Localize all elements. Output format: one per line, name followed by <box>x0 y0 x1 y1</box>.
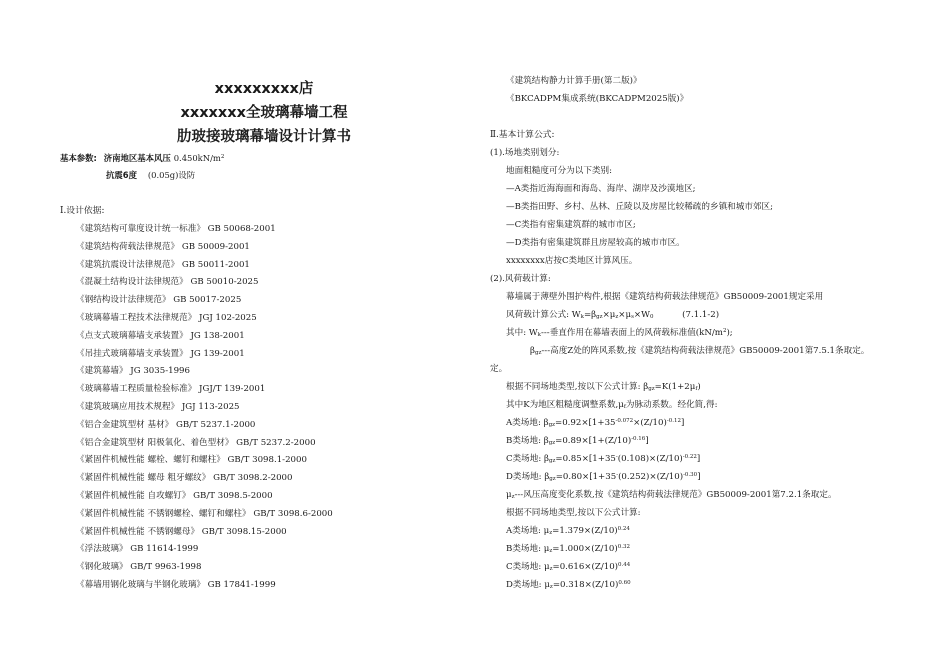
reference-item: 《钢结构设计法律规范》 GB 50017-2025 <box>76 295 242 306</box>
formula-number: (7.1.1-2) <box>682 310 720 320</box>
site-class-heading: (1).场地类别划分: <box>490 148 560 158</box>
ref-static-manual: 《建筑结构静力计算手册(第二版)》 <box>506 76 642 86</box>
beta-formula: A类场地: $\beta_{gz}=0.92\times[1+35^{-0.072}\times(Z/10)^{-0.12}]$ <box>506 418 685 428</box>
reference-item: 《紧固件机械性能 螺栓、螺钉和螺柱》 GB/T 3098.1-2000 <box>76 455 307 466</box>
site-class-c: —C类指有密集建筑群的城市市区; <box>506 220 636 230</box>
title-project: xxxxxxx全玻璃幕墙工程 <box>180 105 348 121</box>
reference-item: 《建筑抗震设计法律规范》 GB 50011-2001 <box>76 259 250 270</box>
mu-formula: C类场地: $\mu_z=0.616\times(Z/10)^{0.44}$ <box>506 562 631 572</box>
reference-item: 《紧固件机械性能 不锈钢螺栓、螺钉和螺柱》 GB/T 3098.6-2000 <box>76 508 333 519</box>
reference-item: 《浮法玻璃》 GB 11614-1999 <box>76 544 199 555</box>
section2-heading: Ⅱ.基本计算公式: <box>490 130 555 140</box>
site-class-a: —A类指近海海面和海岛、海岸、湖岸及沙漠地区; <box>506 184 696 194</box>
site-class-conclusion: xxxxxxxx店按C类地区计算风压。 <box>506 256 638 266</box>
reference-item: 《钢化玻璃》 GB/T 9963-1998 <box>76 562 202 573</box>
mu-formula: B类场地: $\mu_z=1.000\times(Z/10)^{0.32}$ <box>506 544 630 554</box>
wk-definition: 其中: $W_k---$垂直作用在幕墙表面上的风荷载标准值$(kN/m^2)$; <box>506 328 733 338</box>
mu-z-definition: $\mu_z---$风压高度变化系数,按《建筑结构荷载法律规范》GB50009-2001第7.2.1条取定。 <box>506 490 837 500</box>
reference-item: 《玻璃幕墙工程质量检验标准》 JGJ/T 139-2001 <box>76 384 266 395</box>
beta-gz-definition: $\beta_{gz}---$高度Z处的阵风系数,按《建筑结构荷载法律规范》GB50009-2001第7.5.1条取定。 <box>530 346 870 356</box>
reference-item: 《幕墙用钢化玻璃与半钢化玻璃》 GB 17841-1999 <box>76 580 276 590</box>
wind-label: 济南地区基本风压 <box>103 153 171 163</box>
seismic-label: 抗震6度 <box>106 170 137 180</box>
reference-item: 《点支式玻璃幕墙支承装置》 JG 138-2001 <box>76 330 245 341</box>
title-document: 肋玻接玻璃幕墙设计计算书 <box>177 129 351 145</box>
ref-bkcadpm: 《BKCADPM集成系统(BKCADPM2025版)》 <box>506 94 689 104</box>
mu-formula: A类场地: $\mu_z=1.379\times(Z/10)^{0.24}$ <box>506 526 630 536</box>
beta-gz-definition-wrap: 定。 <box>490 364 508 374</box>
reference-item: 《建筑结构可靠度设计统一标准》 GB 50068-2001 <box>76 224 276 234</box>
site-class-b: —B类指田野、乡村、丛林、丘陵以及房屋比较稀疏的乡镇和城市郊区; <box>506 202 774 212</box>
basic-params-wind <box>60 152 224 164</box>
reference-item: 《建筑结构荷载法律规范》 GB 50009-2001 <box>76 241 250 252</box>
reference-item: 《紧固件机械性能 自攻螺钉》 GB/T 3098.5-2000 <box>76 491 273 501</box>
site-class-d: —D类指有密集建筑群且房屋较高的城市市区。 <box>506 238 685 248</box>
reference-item: 《铝合金建筑型材 阳极氧化、着色型材》 GB/T 5237.2-2000 <box>76 437 316 448</box>
reference-item: 《混凝土结构设计法律规范》 GB 50010-2025 <box>76 277 259 288</box>
reference-item: 《紧固件机械性能 不锈钢螺母》 GB/T 3098.15-2000 <box>76 526 287 537</box>
beta-gz-general-formula: 根据不同场地类型,按以下公式计算: $\beta_{gz}=K(1+2\mu_f)$ <box>506 382 701 392</box>
params-label: 基本参数: <box>60 153 97 163</box>
basic-params-seismic <box>106 169 195 181</box>
section1-heading: Ⅰ.设计依据: <box>60 206 105 216</box>
seismic-value: (0.05g)设防 <box>147 170 196 180</box>
reference-item: 《紧固件机械性能 螺母 粗牙螺纹》 GB/T 3098.2-2000 <box>76 473 293 484</box>
wind-load-formula: 风荷载计算公式: $W_k=\beta_{gz}\times\mu_z\times\mu_s\times W_0$ (7.1.1-2) <box>506 310 720 320</box>
reference-item: 《吊挂式玻璃幕墙支承装置》 JG 139-2001 <box>76 348 245 359</box>
site-class-intro: 地面粗糙度可分为以下类别: <box>506 166 613 176</box>
reference-item: 《玻璃幕墙工程技术法律规范》 JGJ 102-2025 <box>76 313 257 323</box>
beta-formula: C类场地: $\beta_{gz}=0.85\times[1+35^-(0.108)\times(Z/10)^{-0.22}]$ <box>506 454 701 464</box>
k-definition: 其中K为地区粗糙度调整系数$,\mu_f$为脉动系数。经化简,得: <box>506 400 718 410</box>
wind-load-heading: (2).风荷载计算: <box>490 274 551 284</box>
wind-value: $0.450kN/m^2$ <box>173 153 225 163</box>
beta-formula: D类场地: $\beta_{gz}=0.80\times[1+35^-(0.252)\times(Z/10)^{-0.30}]$ <box>506 472 701 482</box>
reference-item: 《铝合金建筑型材 基材》 GB/T 5237.1-2000 <box>76 419 256 430</box>
title-store: xxxxxxxxx店 <box>214 81 314 97</box>
mu-formula: D类场地: $\mu_z=0.318\times(Z/10)^{0.60}$ <box>506 580 631 590</box>
mu-z-intro: 根据不同场地类型,按以下公式计算: <box>506 508 641 518</box>
reference-item: 《建筑玻璃应用技术规程》 JGJ 113-2025 <box>76 402 240 412</box>
wind-load-intro: 幕墙属于薄壁外围护构件,根据《建筑结构荷载法律规范》GB50009-2001规定采用 <box>506 292 824 302</box>
reference-item: 《建筑幕墙》 JG 3035-1996 <box>76 366 190 377</box>
beta-formula: B类场地: $\beta_{gz}=0.89\times[1+(Z/10)^{-0.16}]$ <box>506 436 649 446</box>
